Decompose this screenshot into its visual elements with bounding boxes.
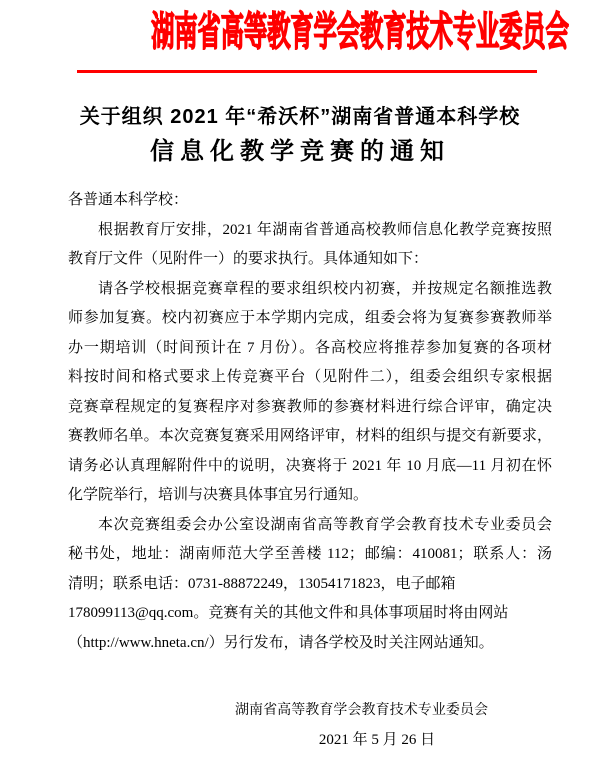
letterhead-org-name: 湖南省高等教育学会教育技术专业委员会	[151, 10, 569, 54]
body-line: 教育厅文件（见附件一）的要求执行。具体通知如下：	[68, 251, 429, 267]
body-line: 请务必认真理解附件中的说明，决赛将于 2021 年 10 月底—11 月初在怀	[68, 457, 552, 474]
signature-date: 2021 年 5 月 26 日	[318, 732, 436, 748]
document-title-line-2: 信息化教学竞赛的通知	[150, 138, 450, 165]
signature-org-name: 湖南省高等教育学会教育技术专业委员会	[235, 703, 488, 718]
letterhead-divider-rule	[77, 70, 537, 73]
body-line: 请各学校根据竞赛章程的要求组织校内初赛，并按规定名额推选教	[98, 280, 552, 297]
letterhead	[0, 10, 600, 54]
body-line: （http://www.hneta.cn/）另行发布，请各学校及时关注网站通知。	[68, 634, 494, 651]
body-line: 赛教师名单。本次竞赛复赛采用网络评审，材料的组织与提交有新要求，	[68, 428, 552, 444]
document-title-line-1: 关于组织 2021 年“希沃杯”湖南省普通本科学校	[79, 106, 521, 128]
document-body	[68, 186, 552, 658]
body-line: 根据教育厅安排，2021 年湖南省普通高校教师信息化教学竞赛按照	[98, 221, 552, 238]
body-line: 本次竞赛组委会办公室设湖南省高等教育学会教育技术专业委员会	[98, 516, 552, 533]
body-line: 料按时间和格式要求上传竞赛平台（见附件二），组委会组织专家根据	[68, 369, 552, 385]
body-line: 师参加复赛。校内初赛应于本学期内完成，组委会将为复赛参赛教师举	[68, 310, 552, 326]
body-line: 秘书处，地址：湖南师范大学至善楼 112；邮编：410081；联系人：汤	[68, 546, 552, 562]
body-line: 清明；联系电话：0731-88872249，13054171823，电子邮箱	[68, 575, 456, 592]
body-line: 办一期培训（时间预计在 7 月份）。各高校应将推荐参加复赛的各项材	[68, 339, 552, 356]
body-line: 化学院举行，培训与决赛具体事宜另行通知。	[68, 487, 369, 503]
body-line: 178099113@qq.com。竞赛有关的其他文件和具体事项届时将由网站	[68, 605, 509, 621]
body-line: 竞赛章程规定的复赛程序对参赛教师的参赛材料进行综合评审，确定决	[68, 398, 552, 415]
body-line: 各普通本科学校：	[68, 192, 189, 208]
